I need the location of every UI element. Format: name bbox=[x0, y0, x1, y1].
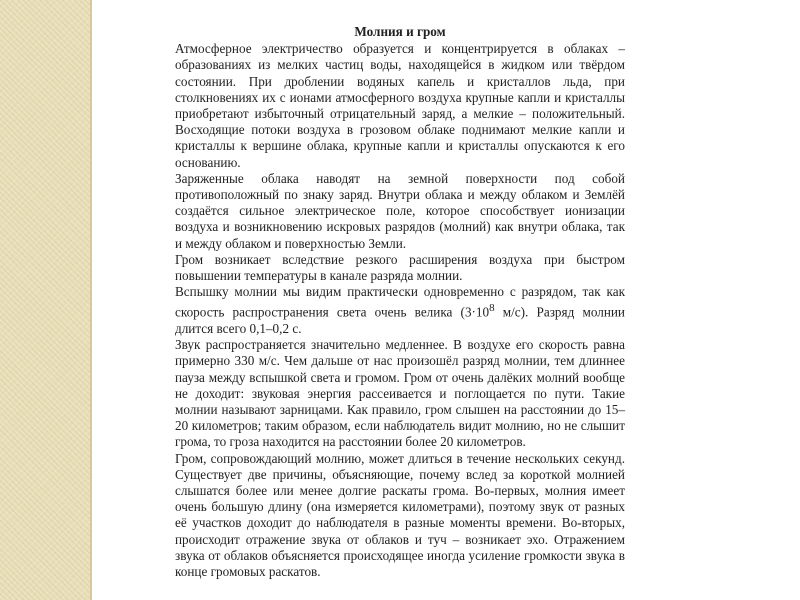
light-speed-text-before: Вспышку молнии мы видим практически одновременно с разрядом, так как скорость распространения света очень велика (3·10 bbox=[175, 284, 625, 320]
document-title: Молния и гром bbox=[354, 24, 446, 39]
document-body bbox=[175, 24, 625, 580]
light-speed-text-after: м/с). Разряд молнии длится всего 0,1–0,2 с. bbox=[175, 304, 625, 337]
paragraph-light-speed bbox=[175, 284, 625, 337]
side-divider bbox=[90, 0, 92, 600]
paragraph-thunder-origin: Гром возникает вследствие резкого расширения воздуха при быстром повышении температуры в канале разряда молнии. bbox=[175, 251, 625, 284]
paragraph-cloud-charge: Атмосферное электричество образуется и концентрируется в облаках – образованиях из мелких частиц воды, находящейся в жидком или твёрдом состоянии. При дроблении водяных капель и кристаллов льда, при столкновениях их с ионами атмосферного воздуха крупные капли и кристаллы приобретают избыточный отрицательный заряд, а мелкие – положительный. Восходящие потоки воздуха в грозовом облаке поднимают мелкие капли и кристаллы к вершине облака, крупные капли и кристаллы опускаются к его основанию. bbox=[175, 41, 625, 170]
paragraph-sound-speed: Звук распространяется значительно медленнее. В воздухе его скорость равна примерно 330 м/с. Чем дальше от нас произошёл разряд молнии, тем длиннее пауза между вспышкой света и громом. Гром от очень далёких молний вообще не доходит: звуковая энергия рассеивается и поглощается по пути. Такие молнии называют зарницами. Как правило, гром слышен на расстоянии до 15–20 километров; таким образом, если наблюдатель видит молнию, но не слышит грома, то гроза находится на расстоянии более 20 километров. bbox=[175, 337, 625, 450]
paragraph-electric-field: Заряженные облака наводят на земной поверхности под собой противоположный по знаку заряд. Внутри облака и между облаком и Землёй создаётся сильное электрическое поле, которое способствует ионизации воздуха и возникновению искровых разрядов (молний) как внутри облака, так и между облаком и поверхностью Земли. bbox=[175, 170, 625, 251]
paragraph-thunder-duration: Гром, сопровождающий молнию, может длиться в течение нескольких секунд. Существует две причины, объясняющие, почему вслед за короткой молнией слышатся более или менее долгие раскаты грома. Во-первых, молния имеет очень большую длину (она измеряется километрами), поэтому звук от разных её участков доходит до наблюдателя в разные моменты времени. Во-вторых, происходит отражение звука от облаков и туч – возникает эхо. Отражением звука от облаков объясняется происходящее иногда усиление громкости звука в конце громовых раскатов. bbox=[175, 450, 625, 580]
decorative-side-band bbox=[0, 0, 90, 600]
light-speed-exponent: 8 bbox=[489, 302, 495, 315]
